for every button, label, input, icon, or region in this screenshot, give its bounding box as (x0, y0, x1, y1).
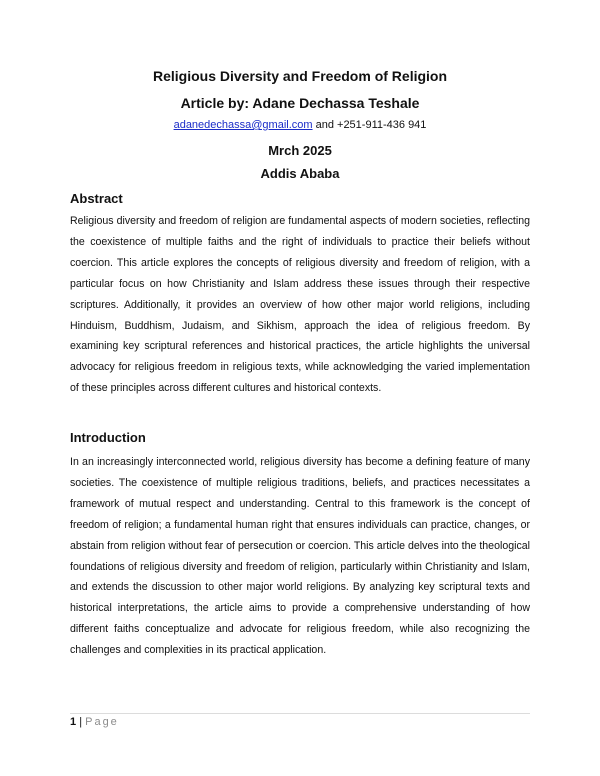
page-label: Page (85, 716, 119, 728)
page-footer (70, 716, 119, 728)
article-date: Mrch 2025 (268, 143, 332, 158)
phone-text: and +251-911-436 941 (315, 119, 427, 131)
contact-line (0, 119, 600, 131)
introduction-heading: Introduction (70, 430, 146, 445)
introduction-paragraph: In an increasingly interconnected world, religious diversity has become a defining feature of many societies. The coexistence of multiple religious traditions, beliefs, and practices necessitates a framework of mutual respect and understanding. Central to this framework is the concept of freedom of religion; a fundamental human right that ensures individuals can practice, changes, or abstain from religion without fear of persecution or coercion. This article delves into the theological foundations of religious diversity and freedom of religion, particularly within Christianity and Islam, and extends the discussion to other major world religions. By analyzing key scriptural texts and historical interpretations, the article aims to provide a comprehensive understanding of how different faiths conceptualize and advocate for religious freedom, while also recognizing the challenges and complexities in its practical application. (70, 456, 530, 657)
footer-separator: | (79, 716, 83, 728)
page-number: 1 (70, 716, 77, 728)
email-link[interactable]: adanedechassa@gmail.com (173, 119, 313, 131)
abstract-heading: Abstract (70, 191, 123, 206)
article-title: Religious Diversity and Freedom of Religion (152, 68, 448, 84)
article-author: Article by: Adane Dechassa Teshale (180, 95, 420, 111)
article-place: Addis Ababa (260, 166, 340, 181)
abstract-paragraph: Religious diversity and freedom of religion are fundamental aspects of modern societies, reflecting the coexistence of multiple faiths and the right of individuals to practice their beliefs without coercion. This article explores the concepts of religious diversity and freedom of religion, with a particular focus on how Christianity and Islam address these issues through their respective scriptures. Additionally, it provides an overview of how other major world religions, including Hinduism, Buddhism, Judaism, and Sikhism, approach the idea of religious freedom. By examining key scriptural references and historical practices, the article highlights the universal advocacy for religious freedom in religious texts, while acknowledging the varied implementation of these principles across different cultures and historical contexts. (70, 215, 530, 395)
footer-divider (70, 713, 530, 714)
